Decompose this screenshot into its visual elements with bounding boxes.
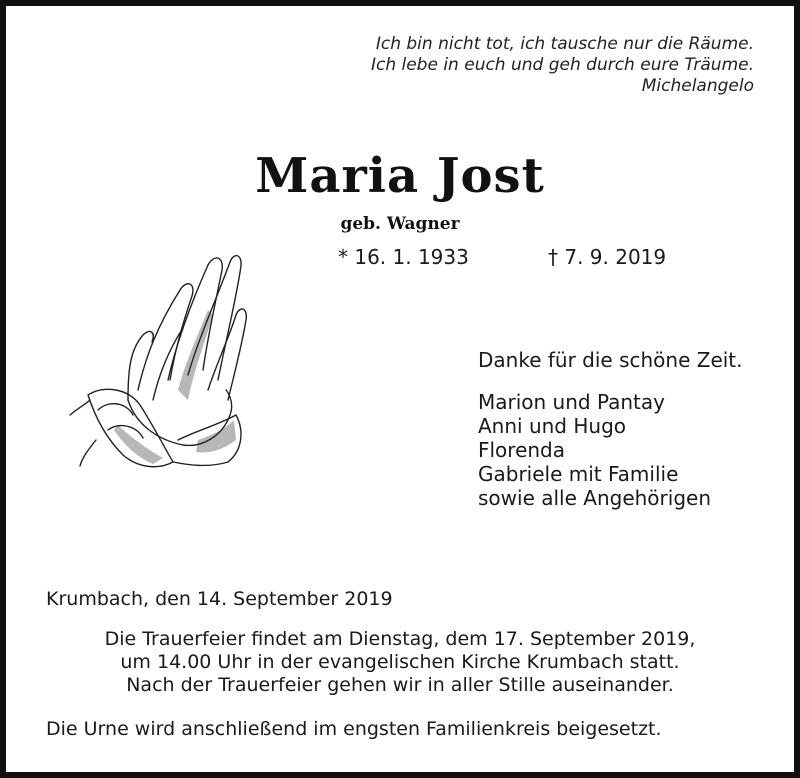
mourners-list [478, 390, 711, 510]
service-line: Nach der Trauerfeier gehen wir in aller Stille auseinander. [126, 674, 674, 696]
list-item: Gabriele mit Familie [478, 462, 679, 486]
praying-hands-icon [58, 240, 248, 472]
quote-line: Ich bin nicht tot, ich tausche nur die Räume. [375, 34, 754, 54]
death-date: † 7. 9. 2019 [548, 245, 667, 269]
quote-author: Michelangelo [641, 76, 754, 96]
urn-notice: Die Urne wird anschließend im engsten Familienkreis beigesetzt. [46, 718, 662, 740]
thanks-text: Danke für die schöne Zeit. [478, 348, 743, 372]
deceased-name: Maria Jost [255, 148, 545, 204]
service-line: Die Trauerfeier findet am Dienstag, dem 17. September 2019, [104, 628, 696, 650]
place-date: Krumbach, den 14. September 2019 [46, 588, 393, 610]
service-line: um 14.00 Uhr in der evangelischen Kirche Krumbach statt. [120, 651, 680, 673]
epigraph-quote [371, 34, 754, 97]
list-item: Anni und Hugo [478, 414, 626, 438]
funeral-service-info [40, 628, 760, 697]
list-item: Marion und Pantay [478, 390, 665, 414]
list-item: sowie alle Angehörigen [478, 486, 711, 510]
list-item: Florenda [478, 438, 566, 462]
maiden-name: geb. Wagner [340, 214, 460, 234]
birth-date: * 16. 1. 1933 [338, 245, 469, 269]
quote-line: Ich lebe in euch und geh durch eure Träume. [370, 55, 754, 75]
